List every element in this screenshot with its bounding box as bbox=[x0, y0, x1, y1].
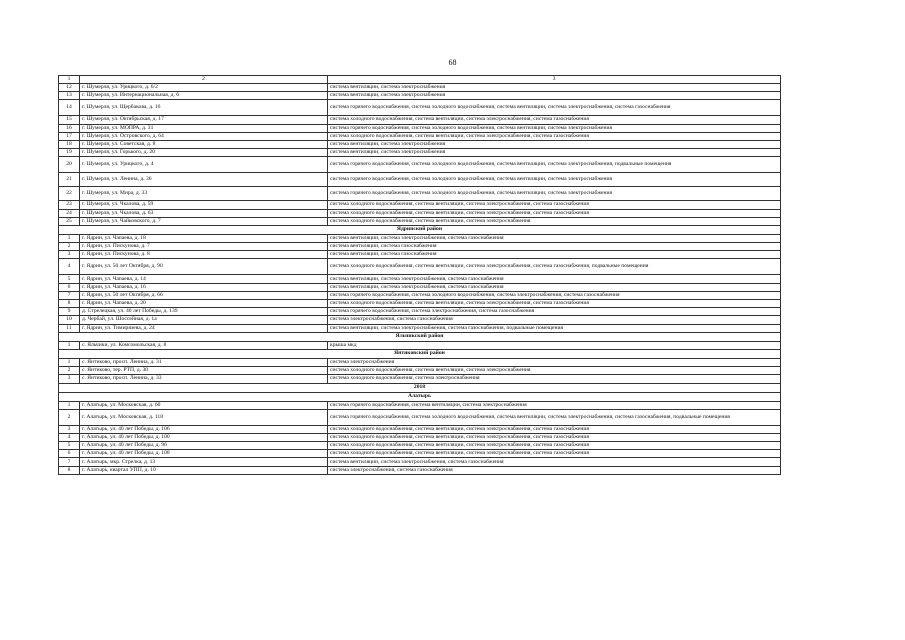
row-systems: система холодного водоснабжения, система вентиляции, система электроснабжения bbox=[328, 367, 781, 375]
row-address: с. Янтиково, просп. Ленина, д. 33 bbox=[80, 375, 328, 383]
row-address: г. Шумерля, ул. Островского, д. 64 bbox=[80, 132, 328, 140]
row-systems: система холодного водоснабжения, система вентиляции, система электроснабжения, система газоснабжения bbox=[328, 201, 781, 209]
row-number: 6 bbox=[59, 450, 80, 458]
table-row bbox=[59, 409, 781, 425]
row-systems: система холодного водоснабжения, система вентиляции, система электроснабжения, система газоснабжения bbox=[328, 433, 781, 441]
header-cell-number: 1 bbox=[59, 76, 80, 84]
page-number: 68 bbox=[448, 58, 457, 67]
section-title: Алатырь bbox=[59, 392, 781, 401]
table-row bbox=[59, 116, 781, 124]
row-systems: система электроснабжения bbox=[328, 358, 781, 366]
row-number: 25 bbox=[59, 217, 80, 225]
section-row bbox=[59, 332, 781, 341]
table-row bbox=[59, 243, 781, 251]
row-address: д. Чербай, ул. Шоссейная, д. 1а bbox=[80, 316, 328, 324]
row-systems: система горячего водоснабжения, система холодного водоснабжения, система вентиляции, система электроснабжения bbox=[328, 173, 781, 187]
row-number: 23 bbox=[59, 201, 80, 209]
row-systems: система горячего водоснабжения, система холодного водоснабжения, система вентиляции, система электроснабжения bbox=[328, 124, 781, 132]
row-number: 15 bbox=[59, 116, 80, 124]
row-number: 10 bbox=[59, 316, 80, 324]
table-body bbox=[59, 76, 781, 475]
section-title: Яльчикский район bbox=[59, 332, 781, 341]
row-address: г. Алатырь, ул. 40 лет Победы, д. 108 bbox=[80, 450, 328, 458]
header-cell-address: 2 bbox=[80, 76, 328, 84]
table-row bbox=[59, 425, 781, 433]
row-address: д. Стрелецкая, ул. 40 лет Победы, д. 139 bbox=[80, 308, 328, 316]
row-address: г. Шумерля, ул. Щербакова, д. 16 bbox=[80, 100, 328, 116]
row-number: 3 bbox=[59, 251, 80, 259]
row-number: 24 bbox=[59, 209, 80, 217]
table-row bbox=[59, 433, 781, 441]
row-number: 2 bbox=[59, 243, 80, 251]
row-number: 1 bbox=[59, 401, 80, 409]
row-systems: система холодного водоснабжения, система вентиляции, система электроснабжения, система газоснабжения bbox=[328, 209, 781, 217]
table-row bbox=[59, 308, 781, 316]
table-row bbox=[59, 92, 781, 100]
row-systems: система вентиляции, система электроснабжения, система газоснабжения bbox=[328, 234, 781, 242]
table-row bbox=[59, 401, 781, 409]
table-row bbox=[59, 217, 781, 225]
row-address: с. Яльчики, ул. Комсомольская, д. 8 bbox=[80, 341, 328, 349]
row-systems: система холодного водоснабжения, система электроснабжения bbox=[328, 375, 781, 383]
table-row bbox=[59, 450, 781, 458]
row-number: 9 bbox=[59, 308, 80, 316]
row-systems: система холодного водоснабжения, система вентиляции, система электроснабжения, система газоснабжения bbox=[328, 132, 781, 140]
table-row bbox=[59, 375, 781, 383]
row-address: г. Ядрин, ул. Тимирязева, д. 24 bbox=[80, 324, 328, 332]
table-row bbox=[59, 201, 781, 209]
row-systems: система электроснабжения, система газоснабжения bbox=[328, 316, 781, 324]
row-number: 14 bbox=[59, 100, 80, 116]
row-address: г. Ядрин, ул. Чапаева, д. 20 bbox=[80, 300, 328, 308]
section-row bbox=[59, 349, 781, 358]
row-systems: система холодного водоснабжения, система вентиляции, система электроснабжения, система газоснабжения bbox=[328, 450, 781, 458]
row-address: г. Ядрин, ул. Чапаева, д. 14 bbox=[80, 275, 328, 283]
row-number: 7 bbox=[59, 458, 80, 466]
row-systems: система вентиляции, система электроснабжения bbox=[328, 140, 781, 148]
row-systems: система горячего водоснабжения, система холодного водоснабжения, система электроснабжения, система газоснабжения bbox=[328, 291, 781, 299]
table-row bbox=[59, 358, 781, 366]
section-row bbox=[59, 383, 781, 392]
row-systems: система вентиляции, система электроснабжения, система газоснабжения bbox=[328, 275, 781, 283]
row-systems: система горячего водоснабжения, система электроснабжения, система газоснабжения bbox=[328, 308, 781, 316]
row-number: 11 bbox=[59, 324, 80, 332]
row-address: г. Шумерля, ул. Урицкого, д. 4 bbox=[80, 157, 328, 173]
row-address: с. Янтиково, просп. Ленина, д. 31 bbox=[80, 358, 328, 366]
row-number: 8 bbox=[59, 466, 80, 474]
header-cell-systems: 3 bbox=[328, 76, 781, 84]
row-number: 3 bbox=[59, 375, 80, 383]
table-row bbox=[59, 84, 781, 92]
row-address: г. Ядрин, ул. 50 лет Октября, д. 90 bbox=[80, 259, 328, 275]
row-number: 12 bbox=[59, 84, 80, 92]
row-systems: система горячего водоснабжения, система холодного водоснабжения, система вентиляции, система электроснабжения, система газоснабжения, подвальные помещения bbox=[328, 409, 781, 425]
table-row bbox=[59, 458, 781, 466]
row-systems: система электроснабжения, система газоснабжения bbox=[328, 466, 781, 474]
row-systems: система холодного водоснабжения, система вентиляции, система электроснабжения bbox=[328, 217, 781, 225]
table-row bbox=[59, 173, 781, 187]
row-address: г. Алатырь, ул. 40 лет Победы, д. 96 bbox=[80, 442, 328, 450]
row-address: г. Ядрин, ул. Пискунова, д. 8 bbox=[80, 251, 328, 259]
row-number: 18 bbox=[59, 140, 80, 148]
row-number: 4 bbox=[59, 433, 80, 441]
table-row bbox=[59, 132, 781, 140]
row-address: г. Ядрин, ул. Пискунова, д. 7 bbox=[80, 243, 328, 251]
table-row bbox=[59, 157, 781, 173]
row-number: 2 bbox=[59, 409, 80, 425]
row-systems: система вентиляции, система газоснабжения bbox=[328, 243, 781, 251]
table-row bbox=[59, 316, 781, 324]
row-number: 7 bbox=[59, 291, 80, 299]
section-title: Янтиковский район bbox=[59, 349, 781, 358]
row-number: 6 bbox=[59, 283, 80, 291]
row-address: г. Алатырь, мкр. Стрелка, д. 13 bbox=[80, 458, 328, 466]
table-row bbox=[59, 234, 781, 242]
row-number: 8 bbox=[59, 300, 80, 308]
row-systems: система вентиляции, система электроснабжения, система газоснабжения, подвальные помещения bbox=[328, 324, 781, 332]
row-systems: система вентиляции, система электроснабжения, система газоснабжения bbox=[328, 283, 781, 291]
row-address: г. Шумерля, ул. Октябрьская, д. 17 bbox=[80, 116, 328, 124]
table-row bbox=[59, 275, 781, 283]
row-number: 17 bbox=[59, 132, 80, 140]
table-row bbox=[59, 140, 781, 148]
row-systems: крыша мкд bbox=[328, 341, 781, 349]
table-row bbox=[59, 100, 781, 116]
table-row bbox=[59, 341, 781, 349]
table-row bbox=[59, 251, 781, 259]
row-address: г. Шумерля, ул. Интернациональная, д. 6 bbox=[80, 92, 328, 100]
row-address: г. Шумерля, ул. МОПРА, д. 31 bbox=[80, 124, 328, 132]
row-number: 4 bbox=[59, 259, 80, 275]
row-systems: система вентиляции, система газоснабжения bbox=[328, 251, 781, 259]
row-systems: система вентиляции, система электроснабжения, система газоснабжения bbox=[328, 458, 781, 466]
row-address: г. Алатырь, ул. Московская, д. 60 bbox=[80, 401, 328, 409]
row-systems: система горячего водоснабжения, система холодного водоснабжения, система вентиляции, система электроснабжения, система газоснабжения bbox=[328, 100, 781, 116]
row-systems: система вентиляции, система электроснабжения bbox=[328, 149, 781, 157]
row-address: г. Ядрин, ул. Чапаева, д. 16 bbox=[80, 283, 328, 291]
row-systems: система холодного водоснабжения, система вентиляции, система электроснабжения, система газоснабжения bbox=[328, 442, 781, 450]
row-systems: система холодного водоснабжения, система вентиляции, система электроснабжения, система газоснабжения bbox=[328, 116, 781, 124]
row-number: 3 bbox=[59, 425, 80, 433]
row-systems: система холодного водоснабжения, система вентиляции, система электроснабжения, система газоснабжения, подвальные помещения bbox=[328, 259, 781, 275]
row-systems: система холодного водоснабжения, система вентиляции, система электроснабжения, система газоснабжения bbox=[328, 425, 781, 433]
row-address: г. Шумерля, ул. Горького, д. 20 bbox=[80, 149, 328, 157]
table-row bbox=[59, 291, 781, 299]
row-number: 13 bbox=[59, 92, 80, 100]
row-number: 16 bbox=[59, 124, 80, 132]
row-address: г. Шумерля, ул. Чкалова, д. 59 bbox=[80, 201, 328, 209]
row-address: г. Шумерля, ул. Мира, д. 33 bbox=[80, 187, 328, 201]
table-row bbox=[59, 187, 781, 201]
row-number: 2 bbox=[59, 367, 80, 375]
section-title: Ядринский район bbox=[59, 225, 781, 234]
row-address: г. Шумерля, ул. Ленина, д. 36 bbox=[80, 173, 328, 187]
row-address: г. Шумерля, ул. Чкалова, д. 63 bbox=[80, 209, 328, 217]
row-address: г. Алатырь, ул. Московская, д. 118 bbox=[80, 409, 328, 425]
row-address: г. Шумерля, ул. Чайковского, д. 7 bbox=[80, 217, 328, 225]
row-address: г. Ядрин, ул. 50 лет Октября, д. 66 bbox=[80, 291, 328, 299]
row-address: г. Алатырь, квартал УПП, д. 10 bbox=[80, 466, 328, 474]
row-number: 1 bbox=[59, 341, 80, 349]
row-address: г. Алатырь, ул. 40 лет Победы, д. 106 bbox=[80, 425, 328, 433]
row-number: 21 bbox=[59, 173, 80, 187]
row-number: 19 bbox=[59, 149, 80, 157]
row-address: г. Шумерля, ул. Советская, д. 8 bbox=[80, 140, 328, 148]
table-row bbox=[59, 283, 781, 291]
row-address: с. Янтиково, тер. РТП, д. 30 bbox=[80, 367, 328, 375]
row-systems: система вентиляции, система электроснабжения bbox=[328, 92, 781, 100]
row-number: 1 bbox=[59, 358, 80, 366]
row-address: г. Ядрин, ул. Чапаева, д. 18 bbox=[80, 234, 328, 242]
table-row bbox=[59, 149, 781, 157]
row-systems: система вентиляции, система электроснабжения bbox=[328, 84, 781, 92]
section-title: 2018 bbox=[59, 383, 781, 392]
table-row bbox=[59, 300, 781, 308]
table-row bbox=[59, 259, 781, 275]
row-number: 5 bbox=[59, 442, 80, 450]
table-row bbox=[59, 367, 781, 375]
table-row bbox=[59, 442, 781, 450]
table-header-row bbox=[59, 76, 781, 84]
row-number: 1 bbox=[59, 234, 80, 242]
table-row bbox=[59, 466, 781, 474]
systems-table bbox=[58, 75, 781, 475]
row-systems: система горячего водоснабжения, система вентиляции, система электроснабжения bbox=[328, 401, 781, 409]
table-row bbox=[59, 124, 781, 132]
row-address: г. Алатырь, ул. 40 лет Победы, д. 100 bbox=[80, 433, 328, 441]
row-number: 20 bbox=[59, 157, 80, 173]
row-systems: система холодного водоснабжения, система вентиляции, система электроснабжения, система газоснабжения bbox=[328, 300, 781, 308]
row-systems: система горячего водоснабжения, система холодного водоснабжения, система вентиляции, система электроснабжения, подвальные помещения bbox=[328, 157, 781, 173]
row-number: 22 bbox=[59, 187, 80, 201]
row-number: 5 bbox=[59, 275, 80, 283]
table-row bbox=[59, 209, 781, 217]
row-address: г. Шумерля, ул. Урицкого, д. 6/2 bbox=[80, 84, 328, 92]
table-row bbox=[59, 324, 781, 332]
section-row bbox=[59, 392, 781, 401]
row-systems: система горячего водоснабжения, система холодного водоснабжения, система вентиляции, система электроснабжения bbox=[328, 187, 781, 201]
section-row bbox=[59, 225, 781, 234]
